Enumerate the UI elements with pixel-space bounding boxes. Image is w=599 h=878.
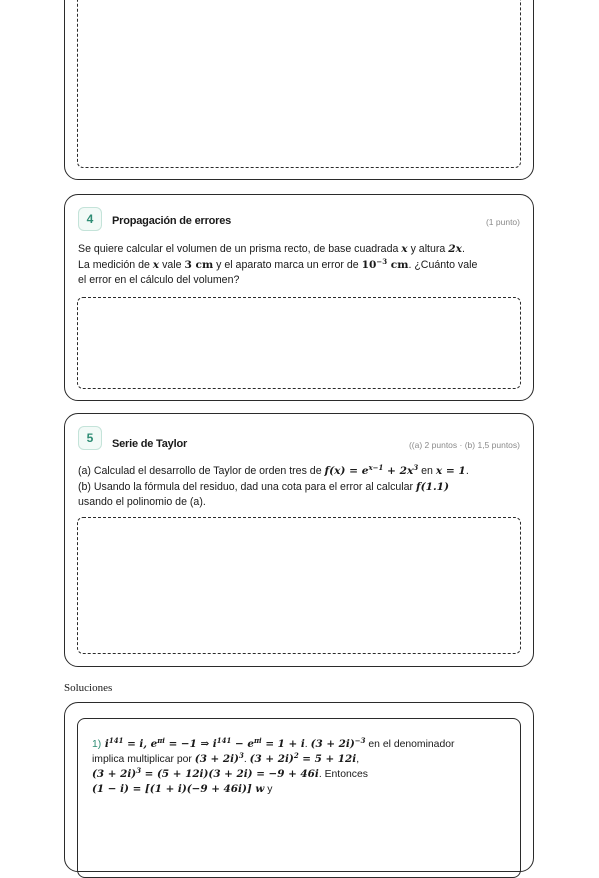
statement-line-2: (b) Usando la fórmula del residuo, dad una cota para el error al calcular f(1.1) bbox=[78, 480, 450, 493]
statement-line-3: el error en el cálculo del volumen? bbox=[78, 274, 240, 286]
solution-line-4: (1 − i) = [(1 + i)(−9 + 46i)] w y bbox=[92, 783, 273, 795]
problem-title: Propagación de errores bbox=[112, 215, 232, 227]
statement-line-2: La medición de x vale 3 cm y el aparato marca un error de $10^{-3}$ cm. ¿Cuánto vale bbox=[78, 256, 478, 271]
solution-line-3: $(3 + 2i)^3 = (5 + 12i)(3 + 2i) = -9 + 46i$. Entonces bbox=[92, 766, 368, 780]
problem-4-card bbox=[64, 194, 534, 401]
problem-number-badge: 4 bbox=[78, 207, 102, 231]
answer-box[interactable] bbox=[77, 517, 521, 654]
problem-points: ((a) 2 puntos · (b) 1,5 puntos) bbox=[408, 440, 520, 450]
solution-line-2: implica multiplicar por $(3 + 2i)^3$. $(3 + 2i)^2 = 5 + 12i$, bbox=[92, 751, 360, 765]
answer-box[interactable] bbox=[77, 297, 521, 389]
statement-line-3: usando el polinomio de (a). bbox=[78, 496, 206, 508]
statement-line-1: (a) Calculad el desarrollo de Taylor de orden tres de $f(x) = e^{x-1} + 2x^3$ en x = 1. bbox=[78, 463, 469, 477]
solutions-heading: Soluciones bbox=[64, 682, 113, 694]
problem-3-card bbox=[64, 0, 534, 180]
problem-statement bbox=[78, 242, 521, 289]
problem-number-badge: 5 bbox=[78, 426, 102, 450]
solution-text bbox=[92, 737, 522, 797]
solution-line-1: 1) $i^{141} = i$, $e^{\pi i} = -1$ ⇒ $i^{141} - e^{\pi i} = 1 + i$. $(3 + 2i)^{-3}$ en el denominador bbox=[92, 736, 455, 750]
problem-title: Serie de Taylor bbox=[112, 438, 188, 450]
statement-line-1: Se quiere calcular el volumen de un prisma recto, de base cuadrada x y altura 2x. bbox=[78, 243, 465, 255]
problem-statement bbox=[78, 464, 521, 511]
problem-5-card bbox=[64, 413, 534, 667]
answer-box[interactable] bbox=[77, 0, 521, 168]
problem-points: (1 punto) bbox=[485, 217, 520, 227]
